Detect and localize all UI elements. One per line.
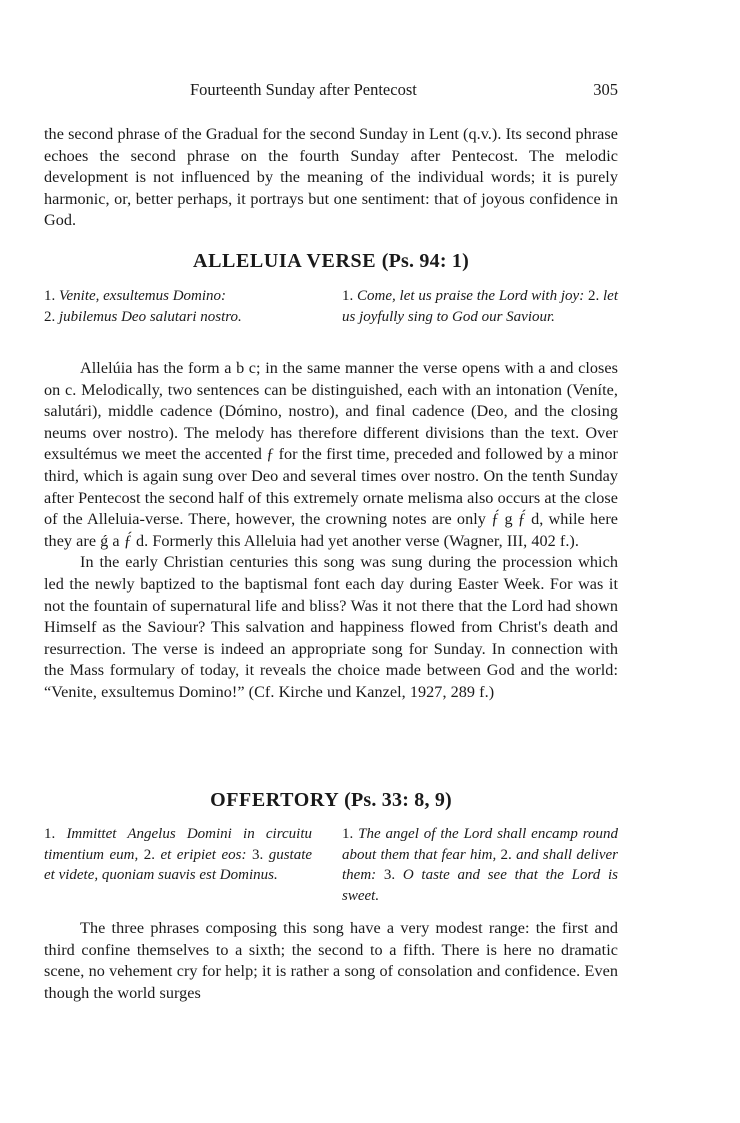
latin-phrase: jubilemus Deo salutari nostro.	[59, 308, 242, 325]
alleluia-heading-reference: (Ps. 94: 1)	[381, 250, 469, 272]
commentary-paragraph: Allelúia has the form a b c; in the same manner the verse opens with a and closes on c. Melodically, two sentences can be distinguished, each with an intonation (Veníte, salutári), middle cadence (Dómino, nostro), and final cadence (Deo, and the closing neums over nostro). The melody has therefore different divisions than the text. Over exsultémus we meet the accented ƒ for the first time, preceded and followed by a minor third, which is again sung over Deo and several times over nostro. On the tenth Sunday after Pentecost the second half of this extremely ornate melisma also occurs at the close of the Alleluia-verse. There, however, the crowning notes are only ƒ́ g ƒ́ d, while here they are ǵ a ƒ́ d. Formerly this Alleluia had yet another verse (Wagner, III, 402 f.).	[44, 359, 618, 550]
verse-number: 1.	[342, 826, 354, 842]
verse-number: 2.	[587, 288, 600, 304]
english-phrase: let us joyfully sing to God our Saviour.	[342, 288, 618, 325]
page-number: 305	[593, 80, 618, 99]
alleluia-verse-columns	[44, 286, 618, 350]
verse-number: 2.	[500, 846, 512, 863]
verse-number: 1.	[44, 826, 56, 842]
alleluia-heading	[44, 250, 618, 273]
offertory-commentary: The three phrases composing this song have a very modest range: the first and third confine themselves to a sixth; the second to a fifth. There is here no dramatic scene, no vehement cry for help; it is rather a song of consolation and confidence. Even though the world surges	[44, 919, 618, 1002]
intro-paragraph: the second phrase of the Gradual for the second Sunday in Lent (q.v.). Its second phrase echoes the second phrase on the fourth Sunday after Pentecost. The melodic development is not influenced by the meaning of the individual words; it is purely harmonic, or, better perhaps, it portrays but one sentiment: that of joyous confidence in God.	[44, 125, 618, 230]
alleluia-english-text	[342, 286, 618, 327]
english-phrase: O taste and see that the Lord is sweet.	[342, 867, 619, 904]
offertory-heading-title: OFFERTORY	[210, 789, 339, 811]
offertory-english-text	[342, 824, 618, 906]
latin-phrase: et eripiet eos:	[160, 846, 247, 863]
offertory-heading-reference: (Ps. 33: 8, 9)	[344, 789, 452, 811]
alleluia-latin-text	[44, 286, 312, 327]
running-title: Fourteenth Sunday after Pentecost	[190, 80, 417, 99]
english-phrase: and shall deliver them:	[342, 846, 618, 883]
alleluia-heading-title: ALLELUIA VERSE	[193, 250, 377, 272]
verse-number: 3.	[251, 846, 264, 863]
latin-phrase: Immittet Angelus Domini in circuitu timentium eum,	[44, 826, 312, 863]
english-phrase: The angel of the Lord shall encamp round about them that fear him,	[342, 826, 619, 863]
verse-number: 2.	[44, 308, 56, 325]
english-phrase: Come, let us praise the Lord with joy:	[357, 288, 585, 304]
latin-phrase: Venite, exsultemus Domino:	[59, 288, 227, 304]
alleluia-commentary	[44, 358, 618, 704]
commentary-paragraph: In the early Christian centuries this song was sung during the procession which led the newly baptized to the baptismal font each day during Easter Week. For was it not the fountain of supernatural life and bliss? Was it not there that the Lord had shown Himself as the Saviour? This salvation and happiness flowed from Christ's death and resurrection. The verse is indeed an appropriate song for Sunday. In connection with the Mass formulary of today, it reveals the choice made between God and the world: “Venite, exsultemus Domino!” (Cf. Kirche und Kanzel, 1927, 289 f.)	[44, 553, 618, 701]
running-header	[44, 80, 618, 102]
latin-phrase: gustate et videte, quoniam suavis est Dominus.	[44, 846, 313, 883]
offertory-heading	[44, 789, 618, 812]
verse-number: 1.	[342, 288, 354, 304]
verse-number: 1.	[44, 288, 56, 304]
offertory-latin-text	[44, 824, 312, 886]
verse-number: 3.	[383, 867, 396, 883]
verse-number: 2.	[143, 846, 155, 863]
offertory-verse-columns	[44, 824, 618, 910]
